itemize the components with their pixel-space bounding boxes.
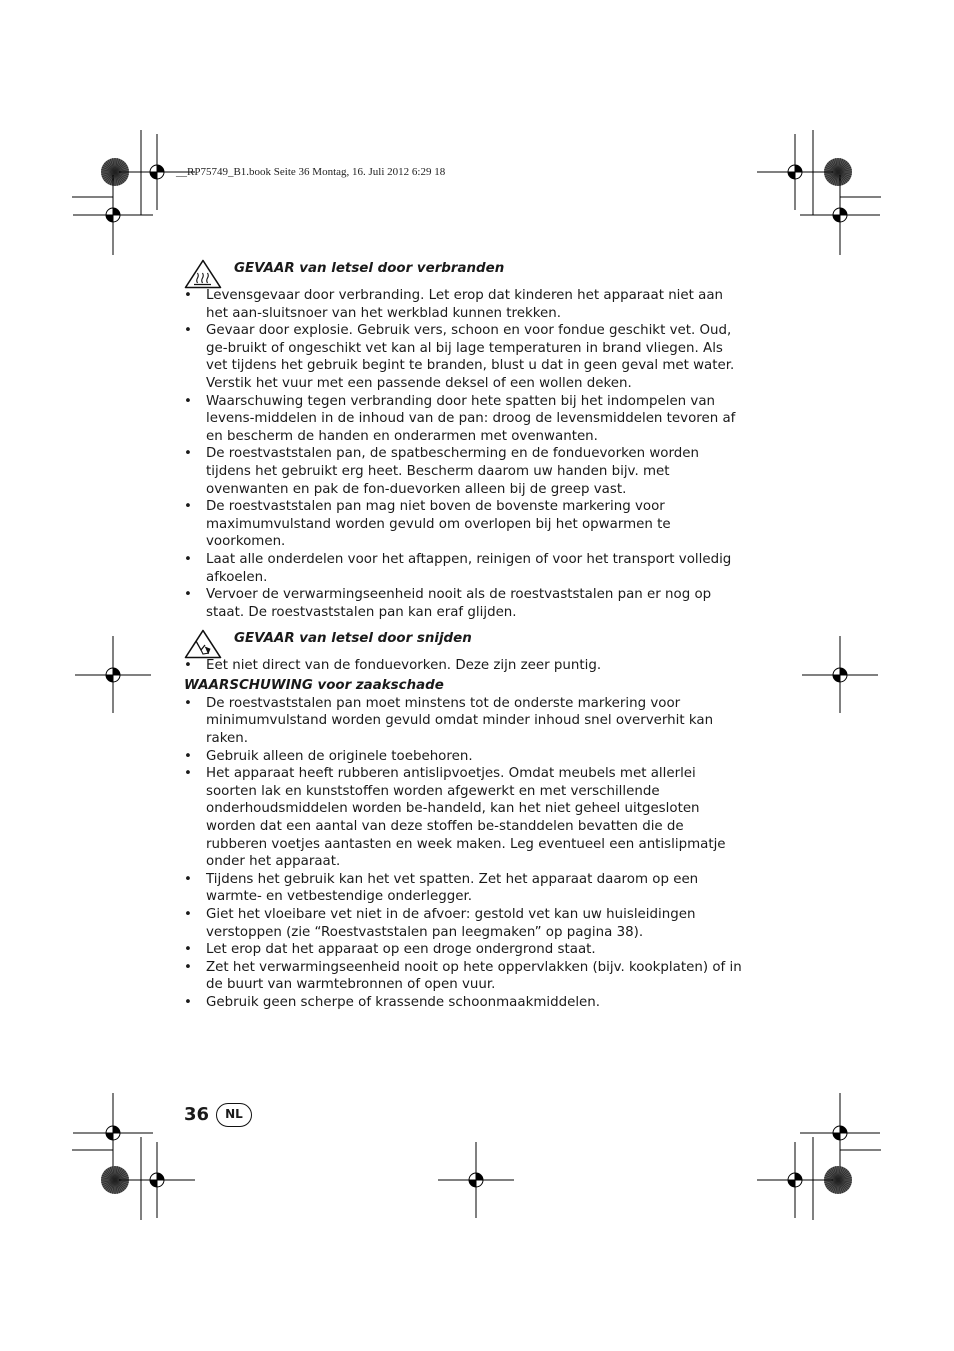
cut-warning-heading xyxy=(184,629,744,657)
list-item: • De roestvaststalen pan, de spatbescherming en de fonduevorken worden tijdens het gebruikt erg heet. Bescherm daarom uw handen bijv. met ovenwanten en pak de fon-duevorken alleen bij de greep vast. xyxy=(184,445,744,498)
list-item: • Laat alle onderdelen voor het aftappen, reinigen of voor het transport volledig afkoelen. xyxy=(184,551,744,586)
language-badge: NL xyxy=(216,1103,252,1127)
page-number: 36 xyxy=(184,1104,210,1125)
list-item: • Gevaar door explosie. Gebruik vers, schoon en voor fondue geschikt vet. Oud, ge-bruikt of ongeschikt vet kan al bij lage temperaturen in brand vliegen. Als vet tijdens het gebruik begint te branden, blust u dat in geen geval met water. Verstik het vuur met een passende deksel of een wollen deken. xyxy=(184,322,744,392)
page-content xyxy=(184,259,744,1012)
registration-target-mark xyxy=(757,134,833,210)
list-item: • Gebruik alleen de originele toebehoren. xyxy=(184,748,744,766)
list-item: • Giet het vloeibare vet niet in de afvoer: gestold vet kan uw huisleidingen verstoppen (zie “Roestvaststalen pan leegmaken” op pagina 38). xyxy=(184,906,744,941)
burn-warning-title: GEVAAR van letsel door verbranden xyxy=(234,261,505,276)
list-item: • Zet het verwarmingseenheid nooit op hete oppervlakken (bijv. kookplaten) of in de buurt van warmtebronnen of open vuur. xyxy=(184,959,744,994)
registration-target-mark xyxy=(119,1142,195,1218)
burn-warning-heading xyxy=(184,259,744,287)
registration-target-mark xyxy=(757,1142,833,1218)
damage-warning-title: WAARSCHUWING voor zaakschade xyxy=(184,677,444,693)
cut-warning-title: GEVAAR van letsel door snijden xyxy=(234,631,472,647)
list-item: • Vervoer de verwarmingseenheid nooit als de roestvaststalen pan er nog op staat. De roestvaststalen pan kan eraf glijden. xyxy=(184,586,744,621)
cut-warning-list xyxy=(184,657,744,675)
list-item: • De roestvaststalen pan mag niet boven de bovenste markering voor maximumvulstand worden gevuld om overlopen bij het opwarmen te voorkomen. xyxy=(184,498,744,551)
list-item: • Gebruik geen scherpe of krassende schoonmaakmiddelen. xyxy=(184,994,744,1012)
list-item: • Tijdens het gebruik kan het vet spatten. Zet het apparaat daarom op een warmte- en vetbestendige onderlegger. xyxy=(184,871,744,906)
list-item: • Let erop dat het apparaat op een droge ondergrond staat. xyxy=(184,941,744,959)
list-item: • De roestvaststalen pan moet minstens tot de onderste markering voor minimumvulstand worden gevuld omdat minder inhoud snel oververhit kan raken. xyxy=(184,695,744,748)
list-item: • Levensgevaar door verbranding. Let erop dat kinderen het apparaat niet aan het aan-sluitsnoer van het werkblad kunnen trekken. xyxy=(184,287,744,322)
registration-target-mark xyxy=(800,175,880,255)
list-item: • Waarschuwing tegen verbranding door hete spatten bij het indompelen van levens-middelen in de inhoud van de pan: droog de levensmiddelen tevoren af en bescherm de handen en onderarmen met ovenwanten. xyxy=(184,393,744,446)
burn-warning-list xyxy=(184,287,744,621)
list-item: • Eet niet direct van de fonduevorken. Deze zijn zeer puntig. xyxy=(184,657,744,675)
registration-target-mark xyxy=(800,1093,880,1173)
list-item: • Het apparaat heeft rubberen antislipvoetjes. Omdat meubels met allerlei soorten lak en kunststoffen worden afgewerkt en met verschillende onderhoudsmiddelen worden be-handeld, kan het niet geheel uitgesloten worden dat een aantal van deze stoffen be-standdelen bevatten die de rubberen voetjes aantasten en week maken. Leg eventueel een antislipmatje onder het apparaat. xyxy=(184,765,744,871)
damage-warning-list xyxy=(184,695,744,1012)
registration-target-mark xyxy=(438,1142,514,1218)
file-info: __RP75749_B1.book Seite 36 Montag, 16. Juli 2012 6:29 18 xyxy=(176,166,446,178)
